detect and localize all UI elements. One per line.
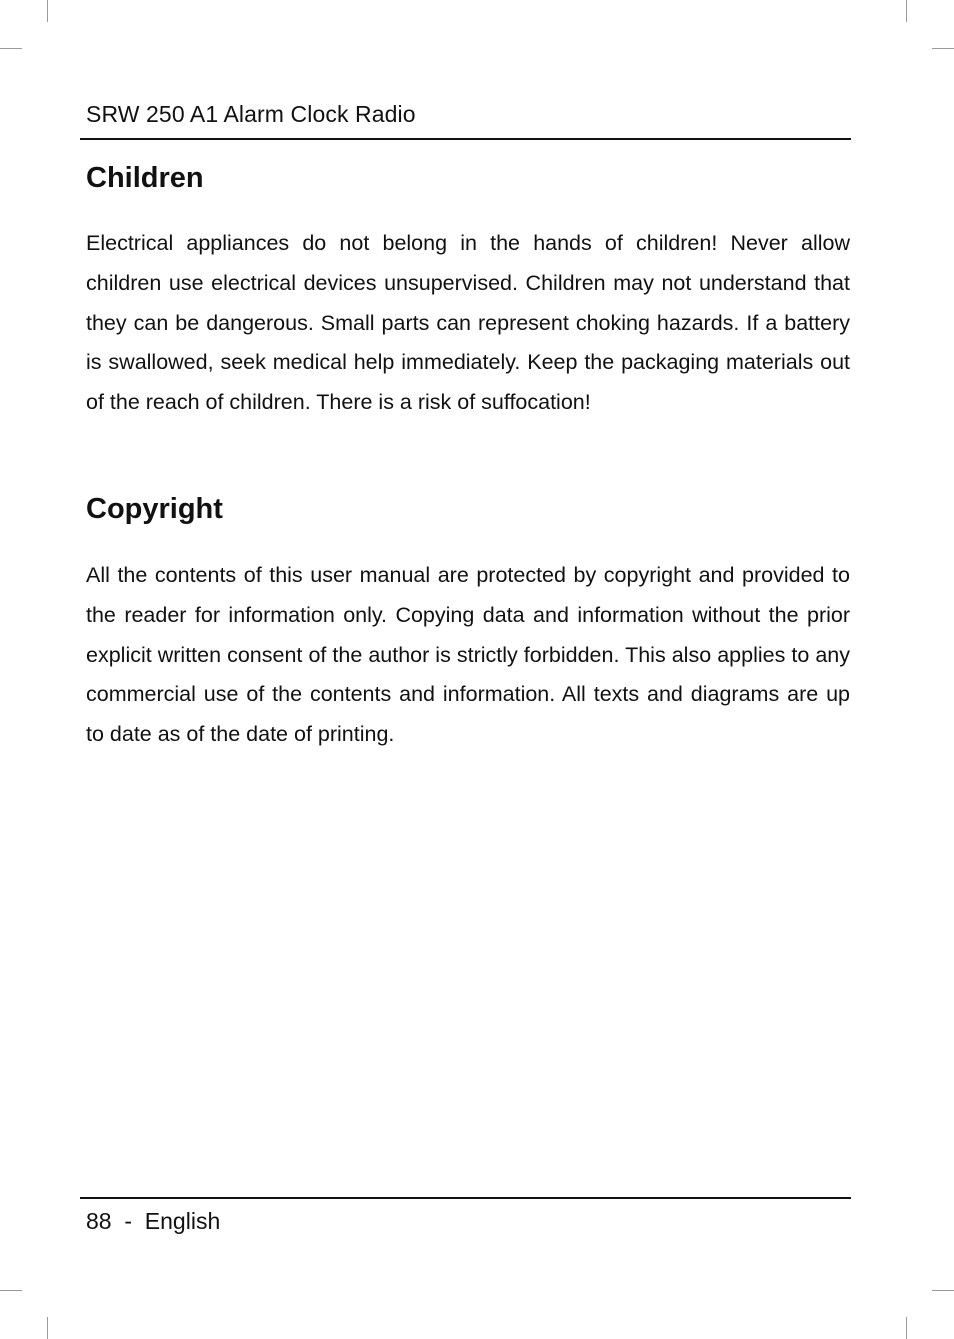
section-body-children: Electrical appliances do not belong in the hands of children! Never allow children use electrical devices unsupervised. Children may not understand that they can be dangerous. Small parts can represent choking hazards. If a battery is swallowed, seek medical help immediately. Keep the packaging materials out of the reach of children. There is a risk of suffocation! — [86, 231, 850, 415]
crop-mark-bottom-left-vertical — [47, 1317, 48, 1339]
page-footer: 88 - English — [86, 1208, 221, 1234]
crop-mark-top-right-vertical — [906, 0, 907, 22]
section-heading-children: Children — [86, 162, 204, 194]
crop-mark-top-right-horizontal — [932, 48, 954, 49]
crop-mark-top-left-horizontal — [0, 48, 22, 49]
section-body-copyright: All the contents of this user manual are protected by copyright and provided to the reader for information only. Copying data and information without the prior explicit written consent of the author is strictly forbidden. This also applies to any commercial use of the contents and information. All texts and diagrams are up to date as of the date of printing. — [86, 563, 850, 747]
crop-mark-bottom-left-horizontal — [0, 1290, 22, 1291]
header-rule — [80, 138, 851, 140]
section-heading-copyright: Copyright — [86, 493, 223, 525]
crop-mark-bottom-right-vertical — [906, 1317, 907, 1339]
crop-mark-top-left-vertical — [47, 0, 48, 22]
footer-rule — [80, 1197, 851, 1199]
running-header: SRW 250 A1 Alarm Clock Radio — [86, 101, 416, 127]
crop-mark-bottom-right-horizontal — [932, 1290, 954, 1291]
